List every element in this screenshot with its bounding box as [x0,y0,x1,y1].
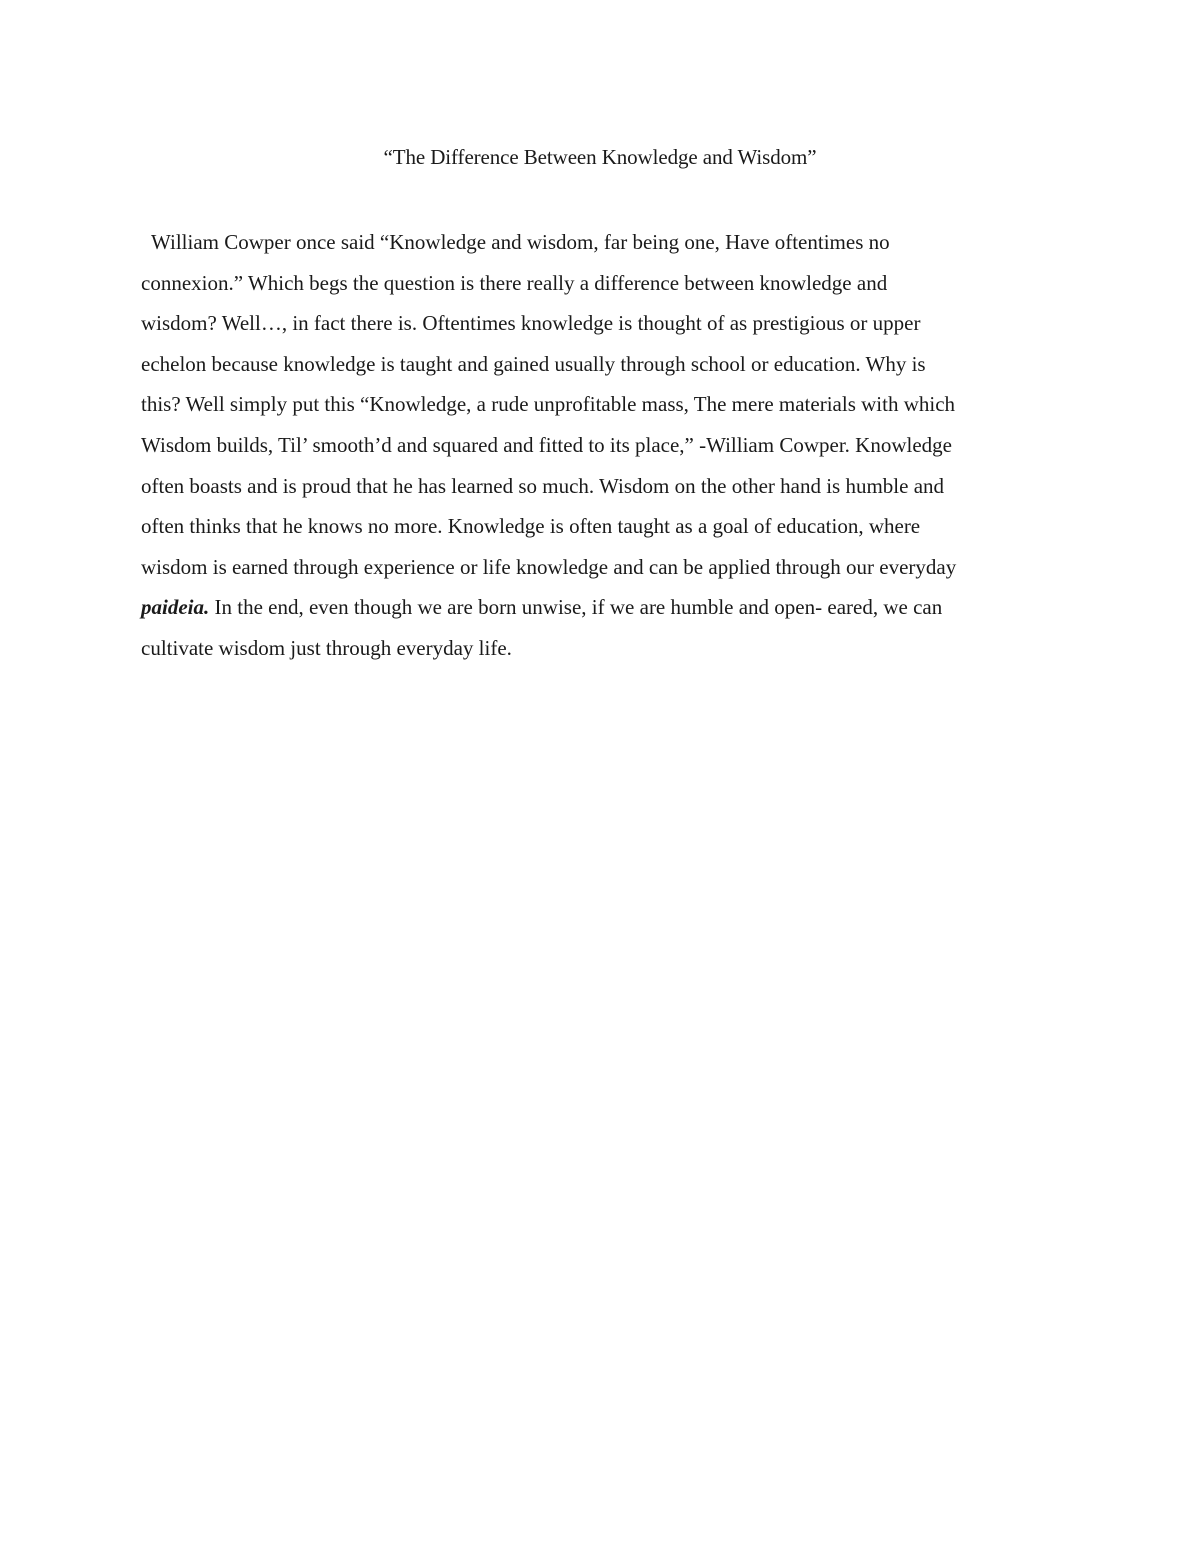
paragraph-line: wisdom is earned through experience or life knowledge and can be applied through our everyday [141,554,957,579]
paragraph-line: William Cowper once said “Knowledge and wisdom, far being one, Have oftentimes no [151,230,890,254]
italic-term: paideia. [141,595,210,620]
paragraph-line [141,587,1066,628]
document-title: “The Difference Between Knowledge and Wisdom” [383,145,817,169]
paragraph-line: often thinks that he knows no more. Knowledge is often taught as a goal of education, where [141,514,921,539]
paragraph-line: often boasts and is proud that he has learned so much. Wisdom on the other hand is humble and [141,473,945,498]
paragraph-line: echelon because knowledge is taught and gained usually through school or education. Why is [141,351,926,376]
essay-paragraph [141,222,1066,669]
paragraph-line: cultivate wisdom just through everyday life. [141,635,512,660]
paragraph-line: connexion.” Which begs the question is there really a difference between knowledge and [141,270,888,295]
paragraph-line: wisdom? Well…, in fact there is. Oftentimes knowledge is thought of as prestigious or upper [141,311,921,336]
paragraph-line-text: In the end, even though we are born unwise, if we are humble and open- eared, we can [209,595,943,620]
paragraph-line: this? Well simply put this “Knowledge, a rude unprofitable mass, The mere materials with which [141,392,956,417]
paragraph-line: Wisdom builds, Til’ smooth’d and squared and fitted to its place,” -William Cowper. Knowledge [141,432,952,457]
